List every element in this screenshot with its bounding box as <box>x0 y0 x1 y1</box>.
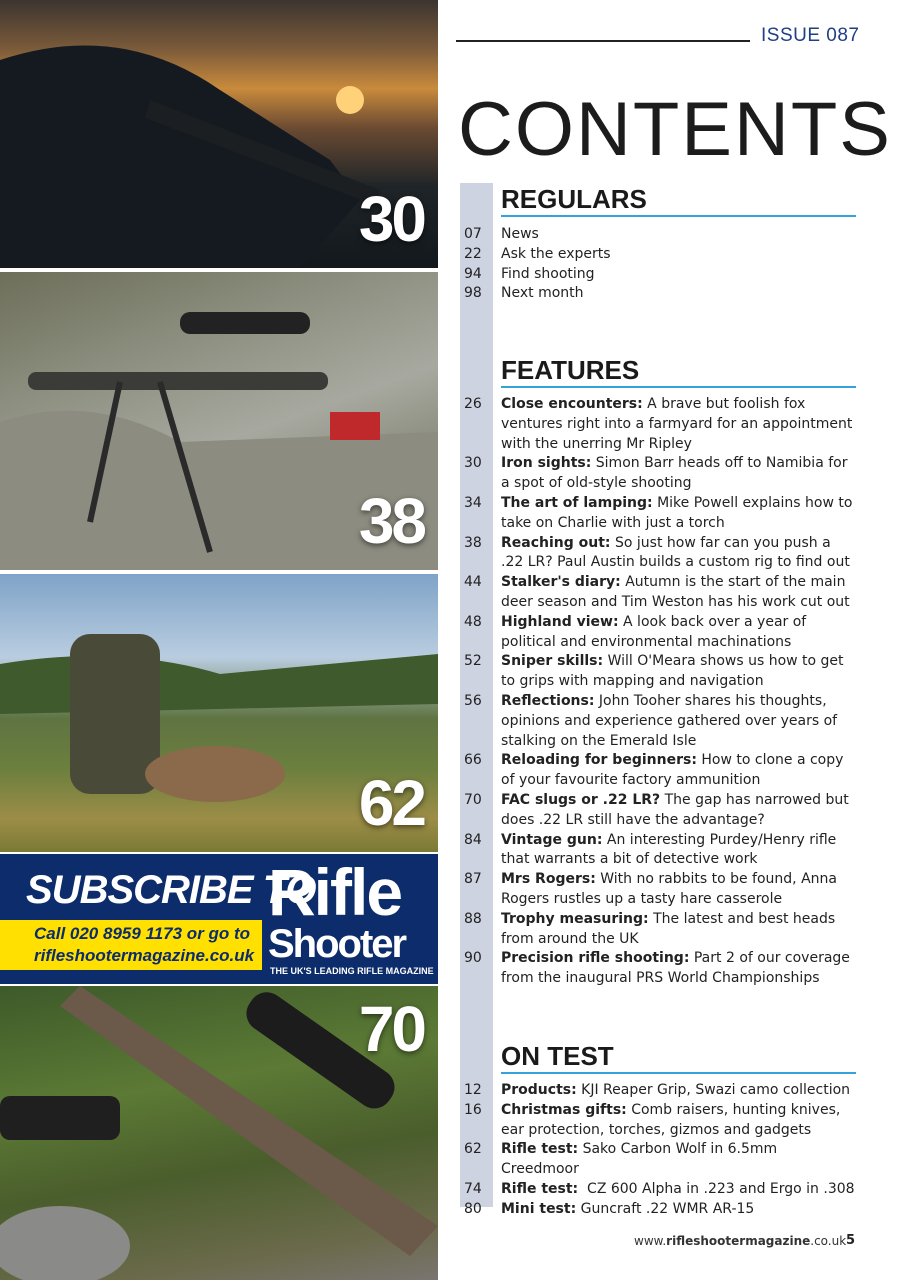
rifle-barrel-shape <box>28 372 328 390</box>
entry-page-number: 94 <box>464 265 482 282</box>
entry-title: Rifle test: <box>501 1180 579 1197</box>
entry-description <box>501 692 857 751</box>
entry-title: Close encounters: <box>501 396 643 412</box>
entry-title: Mini test: <box>501 1200 577 1217</box>
contents-entry[interactable] <box>464 395 864 454</box>
photo-sunset-shooter <box>0 0 438 268</box>
entry-page-number: 12 <box>464 1082 482 1098</box>
entry-description <box>501 534 857 574</box>
entry-page-number: 30 <box>464 455 482 472</box>
entry-summary: An interesting Purdey/Henry rifle that warrants a bit of detective work <box>501 831 841 868</box>
entry-title: Highland view: <box>501 613 619 630</box>
entry-summary: Comb raisers, hunting knives, ear protection, torches, gizmos and gadgets <box>501 1101 845 1138</box>
shooter-silhouette <box>0 45 360 268</box>
entry-description <box>501 1101 857 1141</box>
entry-description: Find shooting <box>501 265 595 282</box>
page-number-badge: 30 <box>358 183 424 255</box>
contents-entry[interactable] <box>464 751 864 791</box>
url-domain: rifleshootermagazine <box>666 1234 811 1248</box>
regulars-list <box>464 225 864 304</box>
entry-title: Reloading for beginners: <box>501 752 697 769</box>
entry-page-number: 56 <box>464 692 482 709</box>
page-number-badge: 62 <box>358 767 424 839</box>
contents-entry[interactable] <box>464 652 864 692</box>
entry-page-number: 87 <box>464 871 482 888</box>
contents-entry[interactable] <box>464 1140 864 1180</box>
footer-website[interactable] <box>634 1234 846 1248</box>
entry-title: FAC slugs or .22 LR? <box>501 791 661 808</box>
entry-description <box>501 1140 857 1180</box>
entry-summary: A brave but foolish fox ventures right into a farmyard for an appointment with the unerring Mr Ripley <box>501 396 857 452</box>
issue-number: ISSUE 087 <box>761 25 860 46</box>
page-title: CONTENTS <box>458 87 892 172</box>
header-rule <box>456 40 750 42</box>
entry-title: Products: <box>501 1082 577 1098</box>
entry-description <box>501 910 857 950</box>
squirrel-shape <box>0 1206 130 1280</box>
footer-page-number: 5 <box>846 1233 856 1248</box>
entry-description <box>501 1081 857 1101</box>
contents-entry[interactable] <box>464 573 864 613</box>
entry-summary: CZ 600 Alpha in .223 and Ergo in .308 <box>578 1180 855 1197</box>
entry-title: Rifle test: <box>501 1141 579 1158</box>
entry-title: Reflections: <box>501 692 595 709</box>
entry-page-number: 48 <box>464 613 482 630</box>
page-number-badge: 38 <box>358 485 424 557</box>
entry-page-number: 98 <box>464 285 482 302</box>
subscribe-title: SUBSCRIBE TO <box>26 868 316 912</box>
contents-entry[interactable] <box>464 949 864 989</box>
contents-entry[interactable] <box>464 534 864 574</box>
subscribe-banner[interactable] <box>0 854 438 984</box>
entry-page-number: 90 <box>464 950 482 967</box>
contents-entry[interactable] <box>464 1200 864 1220</box>
scope-shape <box>180 312 310 334</box>
magazine-logo-shooter: Shooter <box>268 922 406 966</box>
entry-summary: Part 2 of our coverage from the inaugural PRS World Championships <box>501 950 855 987</box>
sun-shape <box>336 86 364 114</box>
subscribe-phone: Call 020 8959 1173 or go to <box>34 924 251 943</box>
entry-description <box>501 454 857 494</box>
entry-page-number: 52 <box>464 653 482 670</box>
photo-gear-and-squirrel <box>0 986 438 1280</box>
contents-entry[interactable] <box>464 692 864 751</box>
entry-page-number: 70 <box>464 791 482 808</box>
page-number-badge: 70 <box>358 993 424 1065</box>
entry-description <box>501 1200 857 1220</box>
entry-description: News <box>501 226 539 242</box>
entry-summary: The latest and best heads from around the UK <box>501 910 840 947</box>
url-suffix: .co.uk <box>810 1234 847 1248</box>
contents-entry[interactable] <box>464 791 864 831</box>
magazine-tagline: THE UK'S LEADING RIFLE MAGAZINE <box>270 966 434 976</box>
section-heading-regulars: REGULARS <box>501 183 856 217</box>
entry-description <box>501 751 857 791</box>
section-heading-features: FEATURES <box>501 354 856 388</box>
contents-entry[interactable] <box>464 1180 864 1200</box>
entry-description <box>501 1180 857 1200</box>
entry-description <box>501 573 857 613</box>
entry-description <box>501 494 857 534</box>
photo-rifle-on-rock <box>0 272 438 570</box>
contents-entry[interactable] <box>464 494 864 534</box>
entry-summary: John Tooher shares his thoughts, opinions and experience gathered over years of stalking on the Emerald Isle <box>501 692 842 749</box>
contents-entry[interactable] <box>464 870 864 910</box>
contents-entry[interactable] <box>464 225 864 245</box>
entry-page-number: 07 <box>464 226 482 242</box>
photo-stalker-with-deer <box>0 574 438 852</box>
entry-page-number: 66 <box>464 752 482 769</box>
entry-title: Sniper skills: <box>501 653 604 670</box>
magazine-logo-rifle: Rifle <box>268 855 402 929</box>
contents-entry[interactable] <box>464 1101 864 1141</box>
entry-page-number: 16 <box>464 1101 482 1118</box>
entry-page-number: 22 <box>464 245 482 262</box>
entry-title: Trophy measuring: <box>501 910 649 927</box>
entry-page-number: 34 <box>464 494 482 511</box>
entry-summary: Guncraft .22 WMR AR-15 <box>576 1200 755 1217</box>
entry-description <box>501 870 857 910</box>
entry-description: Next month <box>501 285 584 302</box>
entry-summary: Simon Barr heads off to Namibia for a spot of old-style shooting <box>501 455 852 492</box>
entry-description <box>501 831 857 871</box>
entry-page-number: 44 <box>464 574 482 591</box>
subscribe-url[interactable]: rifleshootermagazine.co.uk <box>34 946 255 965</box>
entry-title: The art of lamping: <box>501 494 653 511</box>
thermal-device-shape <box>0 1096 120 1140</box>
entry-summary: How to clone a copy of your favourite factory ammunition <box>501 752 848 789</box>
contents-entry[interactable] <box>464 1081 864 1101</box>
entry-title: Christmas gifts: <box>501 1101 627 1118</box>
treeline-shape <box>0 654 438 714</box>
contents-entry[interactable] <box>464 613 864 653</box>
entry-summary: Will O'Meara shows us how to get to grips with mapping and navigation <box>501 653 848 690</box>
entry-summary: Autumn is the start of the main deer season and Tim Weston has his work cut out <box>501 574 850 610</box>
contents-entry[interactable] <box>464 831 864 871</box>
contents-entry[interactable] <box>464 910 864 950</box>
entry-summary: So just how far can you push a .22 LR? Paul Austin builds a custom rig to find out <box>501 534 850 571</box>
entry-title: Precision rifle shooting: <box>501 950 690 967</box>
entry-summary: KJI Reaper Grip, Swazi camo collection <box>576 1082 851 1098</box>
entry-summary: Mike Powell explains how to take on Charlie with just a torch <box>501 494 857 531</box>
deer-shape <box>145 746 285 802</box>
ammo-box-shape <box>330 412 380 440</box>
entry-summary: The gap has narrowed but does .22 LR still have the advantage? <box>501 791 854 828</box>
entry-page-number: 80 <box>464 1200 482 1217</box>
entry-summary: Sako Carbon Wolf in 6.5mm Creedmoor <box>501 1141 782 1178</box>
ontest-list <box>464 1081 864 1220</box>
entry-description <box>501 613 857 653</box>
entry-title: Stalker's diary: <box>501 574 621 591</box>
entry-title: Mrs Rogers: <box>501 871 596 888</box>
entry-description <box>501 395 857 454</box>
section-heading-ontest: ON TEST <box>501 1040 856 1074</box>
entry-page-number: 26 <box>464 396 482 412</box>
entry-description <box>501 791 857 831</box>
contents-entry[interactable] <box>464 284 864 304</box>
entry-page-number: 74 <box>464 1180 482 1197</box>
entry-page-number: 38 <box>464 534 482 551</box>
contents-entry[interactable] <box>464 265 864 285</box>
url-prefix: www. <box>634 1234 667 1248</box>
entry-description: Ask the experts <box>501 245 611 262</box>
entry-page-number: 84 <box>464 831 482 848</box>
entry-description <box>501 652 857 692</box>
entry-title: Iron sights: <box>501 455 592 472</box>
contents-entry[interactable] <box>464 454 864 494</box>
entry-page-number: 62 <box>464 1141 482 1158</box>
entry-summary: A look back over a year of political and environmental machinations <box>501 613 811 650</box>
entry-description <box>501 949 857 989</box>
features-list <box>464 395 864 989</box>
entry-page-number: 88 <box>464 910 482 927</box>
entry-title: Reaching out: <box>501 534 611 551</box>
entry-title: Vintage gun: <box>501 831 603 848</box>
entry-summary: With no rabbits to be found, Anna Rogers rustles up a tasty hare casserole <box>501 871 842 907</box>
contents-entry[interactable] <box>464 245 864 265</box>
